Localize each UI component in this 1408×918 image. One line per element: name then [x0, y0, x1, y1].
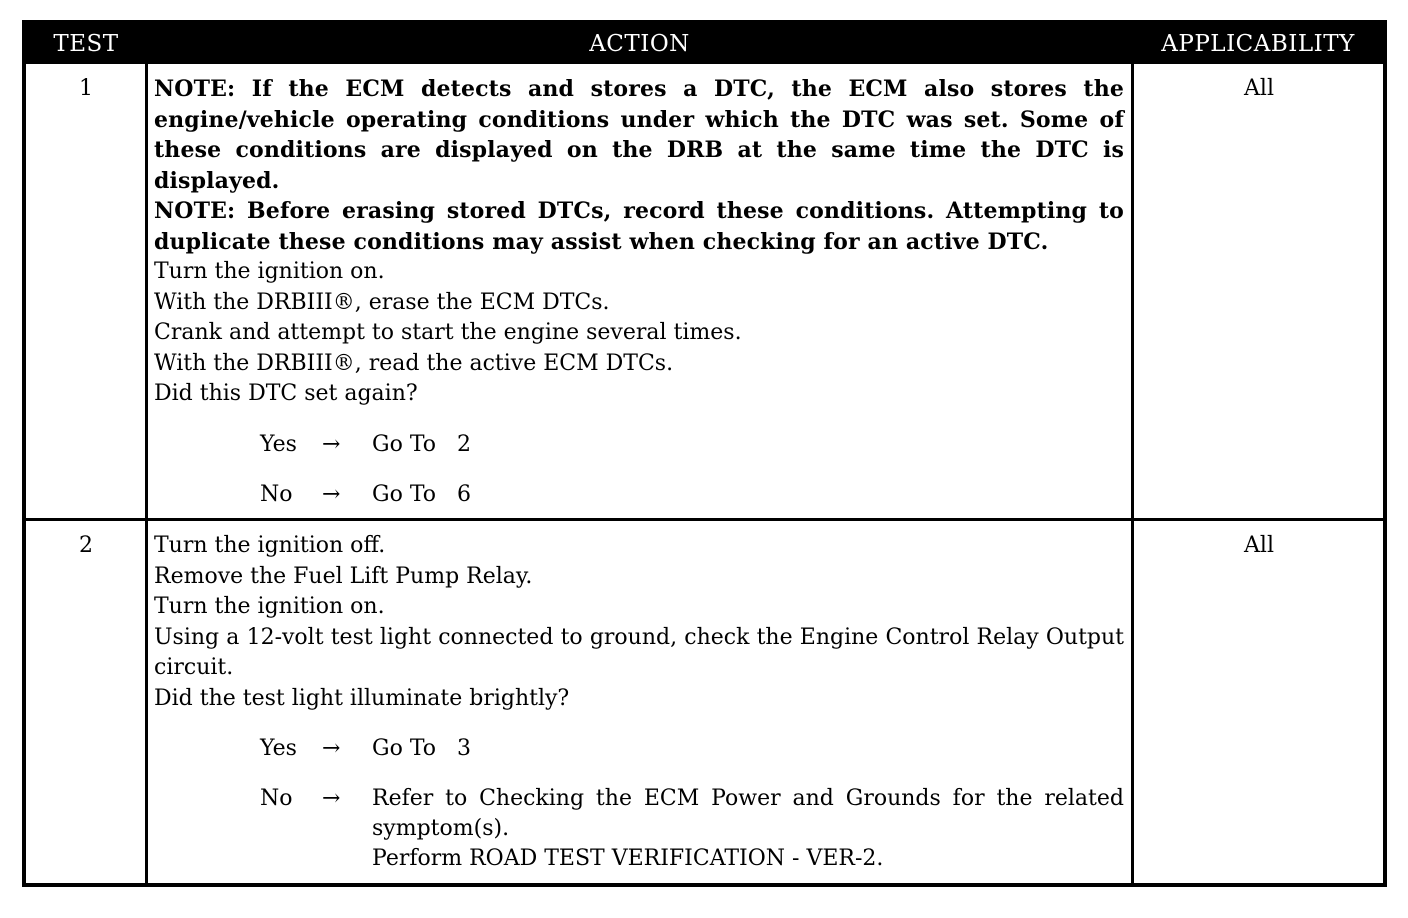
- branch-yes: [154, 430, 1124, 460]
- step-text: Using a 12-volt test light connected to ground, check the Engine Control Relay Output circuit.: [154, 624, 1124, 680]
- branch-no: [154, 784, 1124, 874]
- branch-answer: No: [260, 786, 293, 811]
- branch-result: Refer to Checking the ECM Power and Grounds for the related symptom(s).: [372, 786, 1124, 841]
- arrow-icon: →: [322, 481, 341, 507]
- action-cell: [154, 74, 1124, 510]
- note-text: NOTE: Before erasing stored DTCs, record these conditions. Attempting to duplicate these conditions may assist when checking for an active DTC.: [154, 198, 1124, 255]
- branch-answer: No: [260, 481, 293, 507]
- arrow-icon: →: [322, 431, 341, 457]
- arrow-icon: →: [322, 736, 341, 761]
- action-cell: [154, 531, 1124, 874]
- row-divider: [26, 518, 1383, 521]
- test-number: 1: [79, 76, 93, 101]
- step-text: Remove the Fuel Lift Pump Relay.: [154, 563, 533, 589]
- arrow-icon: →: [322, 786, 341, 811]
- step-text: Turn the ignition off.: [154, 533, 386, 558]
- step-text: Did this DTC set again?: [154, 381, 418, 406]
- diagnostic-table: [22, 20, 1387, 887]
- step-text: Turn the ignition on.: [154, 259, 385, 284]
- branch-answer: Yes: [260, 736, 297, 761]
- header-test: TEST: [53, 31, 119, 57]
- header-action: ACTION: [589, 31, 690, 57]
- step-text: Turn the ignition on.: [154, 594, 385, 619]
- step-text: Crank and attempt to start the engine several times.: [154, 320, 742, 345]
- test-number: 2: [79, 533, 93, 558]
- branch-yes: [154, 734, 1124, 764]
- step-text: With the DRBIII®, read the active ECM DTCs.: [154, 350, 674, 376]
- table-header: [26, 24, 1383, 64]
- note-text: NOTE: If the ECM detects and stores a DTC, the ECM also stores the engine/vehicle operating conditions under which the DTC was set. Some of these conditions are displayed on the DRB at the same time the DTC is displayed.: [154, 76, 1124, 194]
- branch-result: Go To 6: [372, 481, 471, 507]
- applicability-value: All: [1244, 533, 1274, 558]
- branch-result: Go To 2: [372, 431, 471, 457]
- branch-answer: Yes: [260, 431, 297, 457]
- step-text: Did the test light illuminate brightly?: [154, 685, 570, 711]
- column-divider: [1131, 64, 1134, 883]
- branch-result: Go To 3: [372, 736, 471, 761]
- branch-no: [154, 480, 1124, 510]
- header-applicability: APPLICABILITY: [1161, 31, 1355, 57]
- branch-result-extra: Perform ROAD TEST VERIFICATION - VER-2.: [372, 846, 884, 871]
- column-divider: [145, 64, 148, 883]
- step-text: With the DRBIII®, erase the ECM DTCs.: [154, 289, 610, 315]
- applicability-value: All: [1244, 76, 1274, 101]
